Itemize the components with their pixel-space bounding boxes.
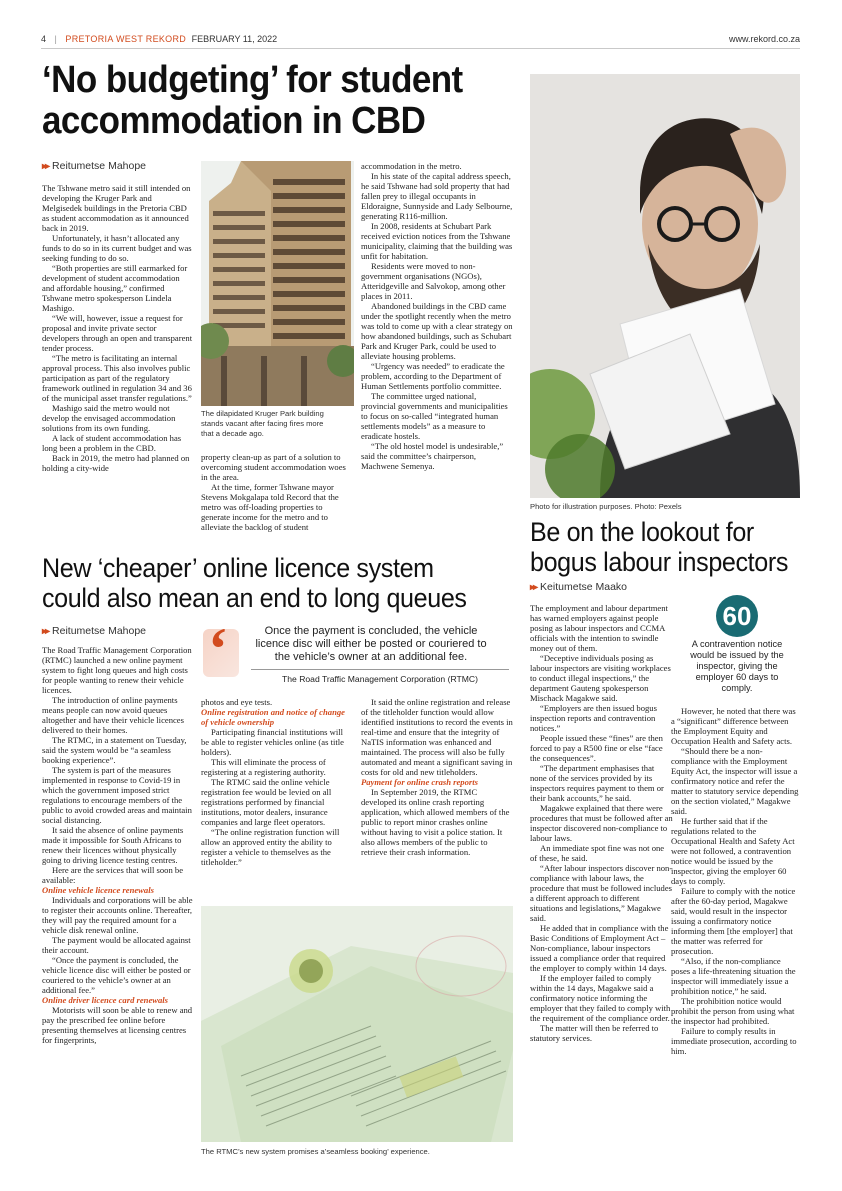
- paragraph: “After labour inspectors discover non-compliance with labour laws, the procedure that must be followed includes a different approach to different situations and legislations,” Magakwe said.: [530, 863, 673, 923]
- building-illustration: [201, 161, 354, 406]
- paragraph: He further said that if the regulations related to the Occupational Health and Safety Act were not followed, a contravention notice would be issued by the inspector, giving the employer 60 days to comply.: [671, 816, 795, 886]
- header-separator: |: [54, 34, 57, 44]
- page-header: [41, 34, 801, 48]
- quote-mark-icon: ‘: [203, 629, 239, 677]
- factbox: [682, 601, 800, 691]
- paragraph: “Also, if the non-compliance poses a life-threatening situation the inspector will immediately issue a prohibition notice,” he said.: [671, 956, 796, 996]
- paragraph: The matter will then be referred to statutory services.: [530, 1023, 659, 1043]
- paragraph: However, he noted that there was a “significant” difference between the Employment Equity and Occupation Health and Safety acts.: [671, 706, 796, 746]
- caption-line: The dilapidated Kruger Park building: [201, 409, 324, 418]
- headline-line: bogus labour inspectors: [530, 547, 789, 577]
- paper-name: PRETORIA WEST REKORD: [65, 34, 187, 44]
- subheading: Online registration and notice of change of vehicle ownership: [201, 707, 345, 727]
- paragraph: “Urgency was needed” to eradicate the problem, according to the Department of Human Settlements portfolio committee.: [361, 361, 505, 391]
- paragraph: Individuals and corporations will be able to register their accounts online. Thereafter, they will pay the required amount for a vehicle disk renewal online.: [42, 895, 193, 935]
- paragraph: The committee urged national, provincial governments and municipalities to focus on so-called “integrated human settlements models” as a measure to eradicate hostels.: [361, 391, 508, 441]
- issue-date: FEBRUARY 11, 2022: [191, 34, 278, 44]
- article1-column-1: [42, 183, 194, 473]
- article3-byline: [42, 625, 146, 637]
- byline-arrow-icon: ▸▸: [530, 581, 537, 593]
- paragraph: “The old hostel model is undesirable,” said the committee’s chairperson, Machwene Semenya.: [361, 441, 504, 471]
- headline-line: New ‘cheaper’ online licence system: [42, 553, 434, 583]
- subheading: Online driver licence card renewals: [42, 995, 169, 1005]
- subheading: Payment for online crash reports: [361, 777, 478, 787]
- paragraph: At the time, former Tshwane mayor Stevens Mokgalapa told Record that the metro was off-loading properties to generate income for the metro and to alleviate the backlog of student: [201, 482, 339, 532]
- paragraph: In his state of the capital address speech, he said Tshwane had sold property that had fallen prey to illegal occupants in Eldoraigne, Sunnyside and Lady Selbourne, generating R116-million.: [361, 171, 513, 221]
- article1-byline: [42, 160, 146, 172]
- factbox-text: A contravention notice would be issued by the inspector, giving the employer 60 days to comply.: [690, 639, 784, 693]
- article1-column-3: [361, 161, 513, 471]
- paragraph: Participating financial institutions will be able to register vehicles online (as title holders).: [201, 727, 344, 757]
- paragraph: photos and eye tests.: [201, 697, 273, 707]
- subheading: Online vehicle licence renewals: [42, 885, 154, 895]
- paragraph: The RTMC, in a statement on Tuesday, said the system would be “a seamless booking experience”.: [42, 735, 187, 765]
- caption-line: stands vacant after facing fires more: [201, 419, 324, 428]
- paragraph: The Road Traffic Management Corporation (RTMC) launched a new online payment system to fight long queues and high costs for people wanting to renew their vehicle licences.: [42, 645, 192, 695]
- byline-author: Keitumetse Maako: [540, 581, 628, 593]
- paragraph: Magakwe explained that there were procedures that must be followed after an inspector discovered non-compliance to labour laws.: [530, 803, 673, 843]
- byline-arrow-icon: ▸▸: [42, 160, 49, 172]
- paragraph: The employment and labour department has warned employers against people posing as labour inspectors and CCMA officials with the intention to swindle money out of them.: [530, 603, 668, 653]
- paragraph: The RTMC said the online vehicle registration fee would be levied on all registrations performed by financial institutions, motor dealers, insurance companies and large fleet operators.: [201, 777, 332, 827]
- page-number: 4: [41, 34, 47, 44]
- factbox-number: 60: [722, 601, 752, 631]
- paragraph: “The department emphasises that none of the services provided by its inspectors requires payment to them or their bank accounts,” he said.: [530, 763, 664, 803]
- article1-column-2: [201, 452, 353, 532]
- paragraph: If the employer failed to comply within the 14 days, Magakwe said a confirmatory notice informing the employer that they failed to comply with the requirement of the compliance order.: [530, 973, 671, 1023]
- kruger-park-building-photo: [201, 161, 354, 406]
- pull-quote-box: [201, 625, 513, 693]
- paragraph: “Once the payment is concluded, the vehicle licence disc will either be posted or couriered to the vehicle’s owner at an additional fee.”: [42, 955, 191, 995]
- pull-quote-text: Once the payment is concluded, the vehicle licence disc will either be posted or couriered to the vehicle’s owner at an additional fee.: [255, 625, 487, 663]
- paragraph: People issued these “fines” are then forced to pay a R500 fine or else “face the consequences”.: [530, 733, 663, 763]
- licence-photo-caption: The RTMC’s new system promises a’seamless booking’ experience.: [201, 1147, 430, 1156]
- headline-line: could also mean an end to long queues: [42, 583, 467, 613]
- paragraph: Here are the services that will soon be available:: [42, 865, 184, 885]
- kruger-park-photo-caption: [201, 409, 356, 439]
- licence-papers-illustration: [201, 906, 513, 1142]
- byline-arrow-icon: ▸▸: [42, 625, 49, 637]
- paragraph: “Both properties are still earmarked for development of student accommodation and affordable housing,” confirmed Tshwane metro spokesperson Lindela Mashigo.: [42, 263, 188, 313]
- paragraph: Failure to comply with the notice after the 60-day period, Magakwe said, would result in the inspector issuing a confirmatory notice informing them [the employer] that the matter was referred for prosecution.: [671, 886, 796, 956]
- paragraph: “The online registration function will allow an approved entity the ability to register a vehicle to themselves as the titleholder.”: [201, 827, 340, 867]
- paragraph: In September 2019, the RTMC developed its online crash reporting application, which allowed members of the public to report minor crashes online without having to visit a police station. It also allows members of the public to retrieve their crash information.: [361, 787, 510, 857]
- paragraph: Abandoned buildings in the CBD came under the spotlight recently when the metro was told to come up with a clear strategy on how abandoned buildings, such as Schubart Park and Kruger Park, could be used to alleviate housing problems.: [361, 301, 513, 361]
- website-url[interactable]: www.rekord.co.za: [728, 34, 800, 44]
- headline-line: Be on the lookout for: [530, 517, 754, 547]
- paragraph: In 2008, residents at Schubart Park received eviction notices from the Tshwane municipality, claiming that the building was unfit for habitation.: [361, 221, 513, 261]
- paragraph: It said the absence of online payments made it impossible for South Africans to renew their licences without physically going to driving licence testing centres.: [42, 825, 184, 865]
- paragraph: Residents were moved to non-government organisations (NGOs), Atteridgeville and Salvokop, among other places in 2011.: [361, 261, 506, 301]
- article1-headline: [42, 60, 520, 142]
- pull-quote-rule: [251, 669, 509, 670]
- article3-headline: [42, 553, 498, 613]
- article3-column-3: [361, 697, 513, 857]
- byline-author: Reitumetse Mahope: [52, 625, 147, 637]
- article3-column-1: [42, 645, 194, 1045]
- headline-line: ‘No budgeting’ for student: [42, 59, 463, 101]
- paragraph: Failure to comply results in immediate prosecution, according to him.: [671, 1026, 797, 1056]
- paragraph: “Should there be a non-compliance with the Employment Equity Act, the inspector will issue a confirmatory notice and refer the matter to statutory service depending on the section violated,” Magakwe said.: [671, 746, 799, 816]
- paragraph: “We will, however, issue a request for proposal and invite private sector developers through an open and transparent tender process.: [42, 313, 193, 353]
- paragraph: He added that in compliance with the Basic Conditions of Employment Act – Non-compliance, labour inspectors issued a compliance order that required the employer to comply within 14 days.: [530, 923, 669, 973]
- paragraph: A lack of student accommodation has long been a problem in the CBD.: [42, 433, 182, 453]
- article2-column-1: [530, 603, 673, 1043]
- stressed-man-photo-caption: Photo for illustration purposes. Photo: Pexels: [530, 502, 682, 511]
- paragraph: This will eliminate the process of registering at a registering authority.: [201, 757, 326, 777]
- paragraph: The payment would be allocated against their account.: [42, 935, 191, 955]
- paragraph: accommodation in the metro.: [361, 161, 462, 171]
- paragraph: The system is part of the measures implemented in response to Covid-19 in which the government imposed strict regulations to encourage members of the public to avoid crowded areas and maintain social distancing.: [42, 765, 192, 825]
- paragraph: It said the online registration and release of the titleholder function would allow identified institutions to record the events in real-time and ensure that the integrity of NaTIS information was enhanced and maintained. The process will also be fully automated and meant a significant saving in costs for old and new titleholders.: [361, 697, 513, 777]
- byline-author: Reitumetse Mahope: [52, 160, 147, 172]
- paragraph: The introduction of online payments means people can now avoid queues altogether and have their vehicle licences delivered to their homes.: [42, 695, 184, 735]
- paragraph: The Tshwane metro said it still intended on developing the Kruger Park and Melgisedek buildings in the Pretoria CBD as student accommodation as it announced back in 2019.: [42, 183, 191, 233]
- caption-line: that a decade ago.: [201, 429, 264, 438]
- headline-line: accommodation in CBD: [42, 100, 426, 142]
- paragraph: Unfortunately, it hasn’t allocated any funds to do so in its current budget and was seeking funding to do so.: [42, 233, 192, 263]
- man-with-papers-illustration: [530, 74, 800, 498]
- paragraph: Mashigo said the metro would not develop the envisaged accommodation solutions from its own funding.: [42, 403, 176, 433]
- paragraph: “Deceptive individuals posing as labour inspectors are visiting workplaces to conduct illegal inspections,” the department Gauteng spokesperson Mischack Magakwe said.: [530, 653, 671, 703]
- paragraph: Motorists will soon be able to renew and pay the prescribed fee online before presenting themselves at licensing centres for fingerprints,: [42, 1005, 193, 1045]
- paragraph: “Employers are then issued bogus inspection reports and contravention notices.”: [530, 703, 657, 733]
- paragraph: “The metro is facilitating an internal approval process. This also involves public participation as part of the regulatory framework outlined in regulation 34 and 36 of the municipal asset transfer regulations.”: [42, 353, 192, 403]
- paragraph: property clean-up as part of a solution to overcoming student accommodation woes in the area.: [201, 452, 346, 482]
- header-rule: [41, 48, 800, 49]
- stressed-man-photo: [530, 74, 800, 498]
- article2-headline: [530, 517, 809, 577]
- paragraph: An immediate spot fine was not one of these, he said.: [530, 843, 665, 863]
- factbox-number-badge: [716, 595, 758, 637]
- article3-column-2: [201, 697, 353, 867]
- paragraph: The prohibition notice would prohibit the person from using what the inspector had prohibited.: [671, 996, 795, 1026]
- pull-quote-source: The Road Traffic Management Corporation (RTMC): [282, 674, 478, 684]
- article2-byline: [530, 581, 627, 593]
- paragraph: Back in 2019, the metro had planned on holding a city-wide: [42, 453, 190, 473]
- article2-column-2: [671, 706, 799, 1056]
- licence-documents-photo: [201, 906, 513, 1142]
